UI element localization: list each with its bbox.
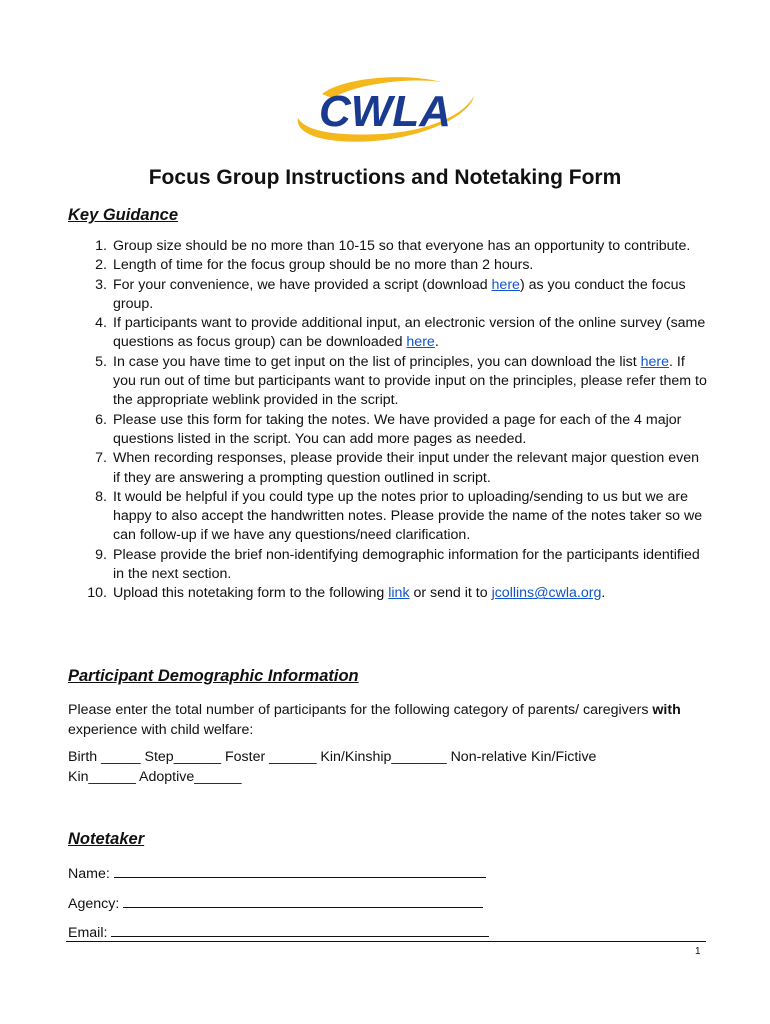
email-label: Email:	[68, 925, 108, 941]
categories-line-2: Kin______ Adoptive______	[68, 769, 242, 785]
guidance-item-number: 3.	[95, 276, 107, 293]
name-label: Name:	[68, 866, 110, 882]
intro-after: experience with child welfare:	[68, 722, 254, 738]
guidance-link[interactable]: here	[406, 334, 435, 351]
name-line[interactable]	[114, 863, 486, 878]
agency-field[interactable]	[68, 893, 483, 912]
guidance-link[interactable]: here	[640, 353, 670, 370]
guidance-item-1	[68, 237, 708, 256]
guidance-text: . If you run out of time but participants want to provide input on the principles, please refer them to the appropriate weblink provided in the script.	[113, 353, 707, 409]
guidance-item-7	[68, 449, 708, 488]
key-guidance-heading: Key Guidance	[68, 206, 179, 224]
guidance-item-number: 7.	[95, 450, 107, 467]
guidance-item-number: 5.	[95, 353, 107, 370]
guidance-link[interactable]: here	[491, 276, 520, 293]
guidance-item-8	[68, 488, 708, 546]
logo-text: CWLA	[319, 87, 451, 136]
guidance-text: For your convenience, we have provided a script (download	[113, 276, 492, 293]
notetaker-heading: Notetaker	[68, 830, 145, 848]
guidance-item-number: 2.	[95, 257, 107, 274]
demographics-intro	[68, 700, 688, 740]
guidance-item-9	[68, 546, 708, 585]
guidance-text: If participants want to provide additional input, an electronic version of the online survey (same questions as focus group) can be downloaded	[113, 315, 706, 351]
email-line[interactable]	[111, 922, 489, 937]
name-field[interactable]	[68, 863, 486, 882]
guidance-text: .	[601, 585, 606, 602]
agency-label: Agency:	[68, 896, 120, 912]
intro-before: Please enter the total number of participants for the following category of parents/ caregivers	[68, 702, 653, 718]
guidance-text: Please provide the brief non-identifying demographic information for the participants identified in the next section.	[113, 546, 700, 583]
guidance-text: It would be helpful if you could type up the notes prior to uploading/sending to us but we are happy to also accept the handwritten notes. Please provide the name of the notes taker so we can follow-up if we have any questions/need clarification.	[113, 488, 703, 544]
guidance-item-5	[68, 353, 708, 411]
footer-divider	[66, 941, 706, 942]
cwla-logo	[292, 74, 478, 148]
key-guidance-list	[68, 237, 708, 604]
agency-line[interactable]	[123, 893, 483, 908]
guidance-text: When recording responses, please provide their input under the relevant major question even if they are answering a prompting question outlined in script.	[113, 450, 699, 486]
demographics-heading: Participant Demographic Information	[68, 667, 359, 685]
guidance-item-number: 9.	[95, 546, 107, 563]
guidance-item-number: 6.	[95, 411, 107, 428]
guidance-link[interactable]: jcollins@cwla.org	[491, 585, 602, 602]
guidance-text: Length of time for the focus group should be no more than 2 hours.	[113, 257, 534, 274]
guidance-item-10	[68, 584, 708, 603]
guidance-item-number: 10.	[87, 585, 107, 602]
email-field[interactable]	[68, 922, 489, 941]
guidance-text: .	[434, 334, 439, 351]
guidance-link[interactable]: link	[388, 585, 410, 602]
guidance-text: In case you have time to get input on the list of principles, you can download the list	[113, 353, 641, 370]
guidance-item-number: 1.	[95, 238, 107, 254]
categories-line-1: Birth _____ Step______ Foster ______ Kin/Kinship_______ Non-relative Kin/Fictive	[68, 749, 597, 765]
demographic-categories[interactable]	[68, 747, 688, 787]
guidance-item-number: 4.	[95, 315, 107, 332]
guidance-text: or send it to	[409, 585, 492, 602]
guidance-text: Group size should be no more than 10-15 so that everyone has an opportunity to contribute.	[113, 238, 691, 254]
guidance-item-2	[68, 256, 708, 275]
guidance-item-4	[68, 314, 708, 353]
page-number: 1	[695, 946, 701, 957]
guidance-text: ) as you conduct the focus group.	[113, 276, 686, 312]
page-title: Focus Group Instructions and Notetaking Form	[148, 166, 622, 189]
guidance-text: Please use this form for taking the notes. We have provided a page for each of the 4 major questions listed in the script. You can add more pages as needed.	[113, 411, 682, 447]
guidance-text: Upload this notetaking form to the following	[113, 585, 389, 602]
intro-bold: with	[652, 702, 681, 718]
guidance-item-number: 8.	[95, 488, 107, 505]
guidance-item-6	[68, 411, 708, 450]
guidance-item-3	[68, 276, 708, 315]
